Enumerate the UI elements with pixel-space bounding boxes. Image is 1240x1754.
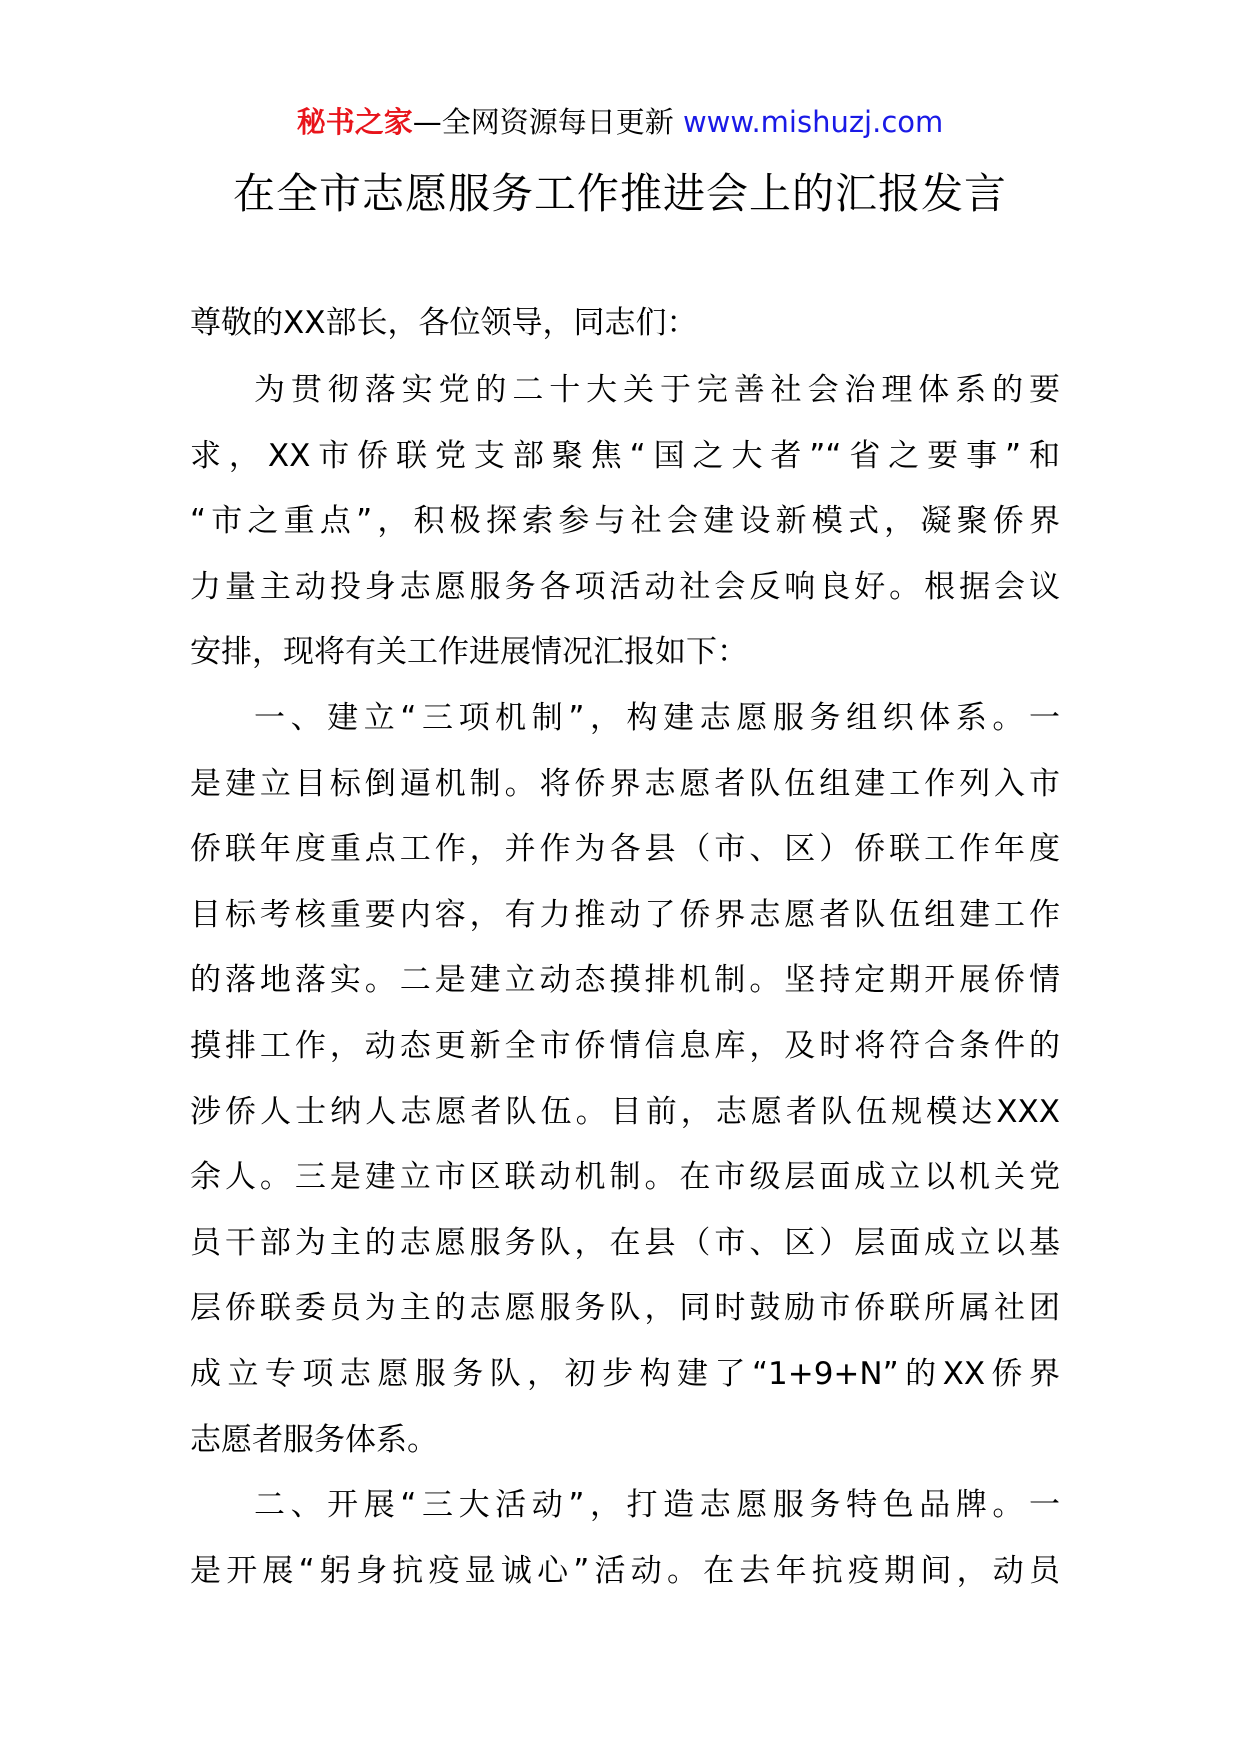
paragraph-line: 目标考核重要内容，有力推动了侨界志愿者队伍组建工作 [190, 896, 1060, 933]
paragraph-line: 一、建立“三项机制”，构建志愿服务组织体系。一 [254, 699, 1060, 736]
paragraph-line: 成立专项志愿服务队，初步构建了“1+9+N”的XX侨界 [190, 1355, 1060, 1392]
document-title: 在全市志愿服务工作推进会上的汇报发言 [232, 169, 1007, 218]
paragraph-line: 余人。三是建立市区联动机制。在市级层面成立以机关党 [190, 1159, 1060, 1196]
paragraph-line: 涉侨人士纳人志愿者队伍。目前，志愿者队伍规模达XXX [190, 1093, 1060, 1130]
site-header [0, 100, 1240, 144]
header-slogan: —全网资源每日更新 [412, 105, 683, 139]
paragraph-line: 二、开展“三大活动”，打造志愿服务特色品牌。一 [254, 1487, 1060, 1524]
paragraph-line: 是开展“躬身抗疫显诚心”活动。在去年抗疫期间，动员 [190, 1552, 1060, 1589]
paragraph-line: 层侨联委员为主的志愿服务队，同时鼓励市侨联所属社团 [190, 1290, 1060, 1327]
paragraph-line: 摸排工作，动态更新全市侨情信息库，及时将符合条件的 [190, 1027, 1060, 1064]
paragraph-intro [190, 358, 1060, 686]
site-url-link[interactable]: www.mishuzj.com [682, 105, 944, 139]
paragraph-line: “市之重点”，积极探索参与社会建设新模式，凝聚侨界 [190, 503, 1060, 540]
paragraph-line: 安排，现将有关工作进展情况汇报如下： [190, 634, 748, 671]
brand-name: 秘书之家 [296, 105, 413, 139]
paragraph-line: 侨联年度重点工作，并作为各县（市、区）侨联工作年度 [190, 831, 1060, 868]
paragraph-line: 力量主动投身志愿服务各项活动社会反响良好。根据会议 [190, 568, 1060, 605]
paragraph-line: 是建立目标倒逼机制。将侨界志愿者队伍组建工作列入市 [190, 765, 1060, 802]
paragraph-line: 员干部为主的志愿服务队，在县（市、区）层面成立以基 [190, 1224, 1060, 1261]
paragraph-line: 为贯彻落实党的二十大关于完善社会治理体系的要 [254, 372, 1060, 408]
paragraph-section-two [190, 1473, 1060, 1604]
paragraph-line: 的落地落实。二是建立动态摸排机制。坚持定期开展侨情 [190, 962, 1060, 999]
paragraph-line: 志愿者服务体系。 [190, 1421, 438, 1458]
document-body [190, 290, 1060, 1604]
salutation: 尊敬的XX部长，各位领导，同志们： [190, 305, 698, 341]
paragraph-section-one [190, 686, 1060, 1473]
paragraph-line: 求，XX市侨联党支部聚焦“国之大者”“省之要事”和 [190, 437, 1060, 474]
